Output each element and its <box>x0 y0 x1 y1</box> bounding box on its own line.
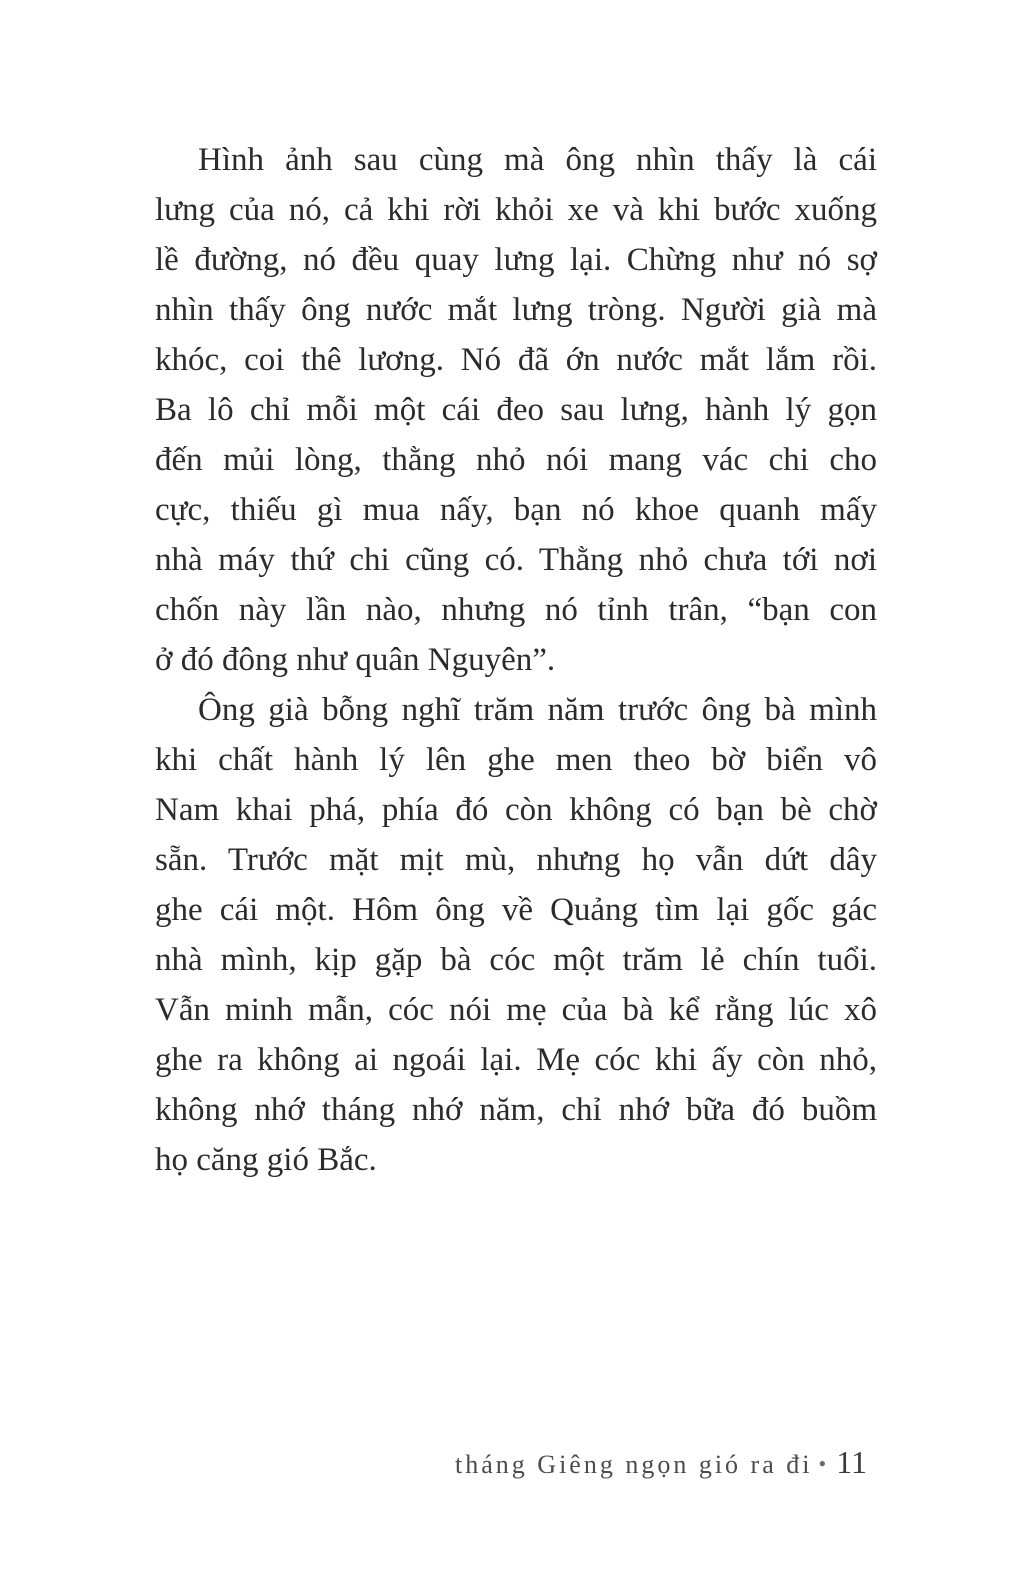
body-text-line: Vẫn minh mẫn, cóc nói mẹ của bà kể rằng lúc xô <box>155 992 877 1028</box>
body-text-line: lưng của nó, cả khi rời khỏi xe và khi bước xuống <box>155 192 877 228</box>
body-text-line: đến mủi lòng, thằng nhỏ nói mang vác chi cho <box>155 442 877 478</box>
body-text-line: nhà mình, kịp gặp bà cóc một trăm lẻ chín tuổi. <box>155 942 877 978</box>
body-text-line: Ông già bỗng nghĩ trăm năm trước ông bà mình <box>198 692 877 728</box>
body-text <box>155 135 877 1185</box>
body-text-line: ghe ra không ai ngoái lại. Mẹ cóc khi ấy còn nhỏ, <box>155 1042 877 1078</box>
body-text-line: họ căng gió Bắc. <box>155 1142 377 1178</box>
body-text-line: khóc, coi thê lương. Nó đã ớn nước mắt lắm rồi. <box>155 342 877 378</box>
body-text-line: Hình ảnh sau cùng mà ông nhìn thấy là cái <box>198 142 877 178</box>
body-text-line: khi chất hành lý lên ghe men theo bờ biển vô <box>155 742 877 778</box>
paragraph <box>155 685 877 1185</box>
body-text-line: ghe cái một. Hôm ông về Quảng tìm lại gốc gác <box>155 892 877 928</box>
body-text-line: sẵn. Trước mặt mịt mù, nhưng họ vẫn dứt dây <box>155 842 877 878</box>
bullet-separator-icon: • <box>818 1451 827 1476</box>
body-text-line: lề đường, nó đều quay lưng lại. Chừng như nó sợ <box>155 242 877 278</box>
body-text-line: nhìn thấy ông nước mắt lưng tròng. Người già mà <box>155 292 877 328</box>
body-text-line: Ba lô chỉ mỗi một cái đeo sau lưng, hành lý gọn <box>155 392 877 428</box>
body-text-line: chốn này lần nào, nhưng nó tỉnh trân, “bạn con <box>155 592 877 628</box>
body-text-line: không nhớ tháng nhớ năm, chỉ nhớ bữa đó buồm <box>155 1092 877 1128</box>
page-number: 11 <box>836 1444 867 1480</box>
body-text-line: cực, thiếu gì mua nấy, bạn nó khoe quanh mấy <box>155 492 877 528</box>
running-title: tháng Giêng ngọn gió ra đi <box>455 1450 813 1479</box>
paragraph <box>155 135 877 685</box>
page-footer <box>455 1444 867 1481</box>
body-text-line: ở đó đông như quân Nguyên”. <box>155 642 556 678</box>
body-text-line: nhà máy thứ chi cũng có. Thằng nhỏ chưa tới nơi <box>155 542 877 578</box>
body-text-line: Nam khai phá, phía đó còn không có bạn bè chờ <box>155 792 877 828</box>
